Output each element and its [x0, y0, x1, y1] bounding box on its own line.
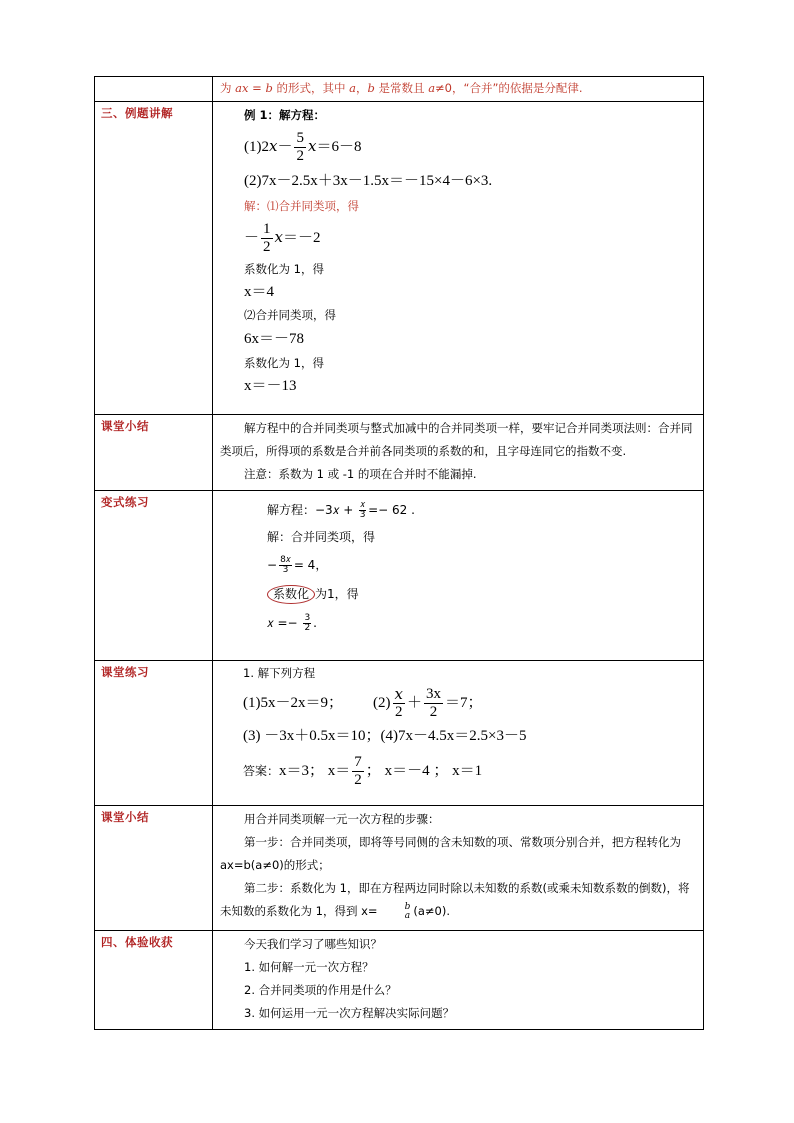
eq1-frac-den: 2	[296, 148, 304, 165]
variant-a-pre: 𝑥 =−	[267, 616, 302, 630]
row-practice	[95, 661, 704, 806]
cont-eq: =	[248, 81, 266, 95]
lesson-plan-sheet	[94, 76, 704, 1030]
gains-q2: 2. 合并同类项的作用是什么？	[244, 983, 397, 997]
practice-a3: x＝－4 ；	[384, 763, 449, 779]
practice-a2-pre: x＝	[327, 763, 351, 779]
example-coef1: 系数化为 1，得	[244, 262, 324, 276]
row-practice-body	[213, 661, 704, 806]
example-eq2: (2)7x－2.5x＋3x－1.5x＝－15×4－6×3.	[244, 173, 493, 189]
cont-neq: ≠0，“合并”的依据是分配律.	[435, 81, 583, 95]
gains-q1: 1. 如何解一元一次方程？	[244, 960, 374, 974]
eq1-pre: (1)2	[244, 139, 269, 155]
cont-b2: b	[367, 81, 375, 95]
summary2-step1: 第一步：合并同类项，即将等号同侧的含未知数的项、常数项分别合并，把方程转化为 ax=b(a≠0)的形式；	[220, 835, 681, 872]
practice-answers	[243, 749, 697, 793]
summary2-step2-pre: 第二步：系数化为 1，即在方程两边同时除以未知数的系数(或乘未知数系数的倒数)，将未知数的系数化为 1，得到 x=	[220, 881, 690, 918]
practice-p2-post: ＝7；	[444, 695, 483, 711]
variant-a-fraction	[303, 614, 311, 633]
gains-q3: 3. 如何运用一元一次方程解决实际问题？	[244, 1006, 455, 1020]
eq1-post: ＝6－8	[316, 139, 362, 155]
eq1-minus: －	[277, 139, 293, 155]
example-eq1	[220, 126, 697, 167]
variant-q-den: 3	[359, 510, 366, 520]
practice-p2-frac1	[393, 686, 405, 721]
eq1-fraction	[294, 130, 306, 165]
practice-a1: x＝3；	[279, 763, 325, 779]
cont-a3: a	[428, 81, 436, 95]
summary2-step2-den: a	[404, 910, 411, 921]
practice-p2-d1: 2	[394, 704, 403, 721]
row-summary1-body	[213, 415, 704, 491]
cont-comma: ，	[356, 81, 368, 95]
res1-frac-den: 2	[263, 239, 271, 256]
variant-r-post: = 4，	[293, 558, 328, 572]
practice-p2-frac2	[424, 686, 443, 721]
row-summary2-body	[213, 806, 704, 931]
practice-a2-post: ；	[365, 763, 381, 779]
variant-r-num: 8𝑥	[280, 555, 291, 565]
row-continuation-label	[95, 77, 213, 102]
row-summary1	[95, 415, 704, 491]
example-ans2: x＝－13	[244, 378, 297, 394]
cont-text-a: 为	[220, 81, 236, 95]
res1-pre: －	[244, 230, 260, 246]
variant-q-pre: 解方程：−3𝑥 +	[267, 503, 358, 517]
practice-line2: (3) －3x＋0.5x＝10；(4)7x－4.5x＝2.5×3－5	[243, 728, 527, 744]
variant-q-num: 𝑥	[360, 500, 366, 510]
row-variant-body	[213, 491, 704, 661]
eq1-x: x	[269, 137, 278, 155]
example-coef2: 系数化为 1，得	[244, 356, 324, 370]
example-res2: 6x＝－78	[244, 331, 305, 347]
practice-a4: x＝1	[452, 763, 483, 779]
variant-circled-text: 系数化	[267, 585, 315, 604]
section-label-examples: 三、例题讲解	[95, 102, 213, 415]
summary1-note: 注意：系数为 1 或 -1 的项在合并时不能漏掉.	[244, 467, 477, 481]
eq1-frac-num: 5	[296, 130, 304, 147]
summary2-step2	[220, 877, 697, 923]
variant-question	[267, 493, 697, 527]
summary2-step2-post: (a≠0).	[413, 904, 450, 918]
res1-frac-num: 1	[263, 221, 271, 238]
summary2-step2-num: b	[404, 901, 411, 912]
row-gains	[95, 931, 704, 1030]
eq1-x2: x	[307, 137, 317, 155]
cont-text-b: 的形式，其中	[272, 81, 350, 95]
summary1-paragraph: 解方程中的合并同类项与整式加减中的合并同类项一样，要牢记合并同类项法则：合并同类项后，所得项的系数是合并前各同类项的系数的和，且字母连同它的指数不变.	[220, 421, 693, 458]
variant-q-fraction	[359, 501, 366, 520]
variant-r-den: 3	[282, 565, 289, 575]
variant-q-post: =− 62 .	[368, 503, 415, 517]
example-step2: ⑵合并同类项，得	[244, 308, 336, 322]
section-label-practice: 课堂练习	[95, 661, 213, 806]
row-continuation	[95, 77, 704, 102]
variant-r-pre: −	[267, 558, 278, 572]
example-ans1: x＝4	[244, 284, 275, 300]
practice-line1	[243, 683, 697, 723]
row-gains-body	[213, 931, 704, 1030]
summary2-intro: 用合并同类项解一元一次方程的步骤：	[244, 812, 440, 826]
practice-p1: (1)5x－2x＝9；	[243, 695, 343, 711]
practice-p2-n2: 3x	[425, 686, 441, 703]
section-label-summary1: 课堂小结	[95, 415, 213, 491]
variant-r-fraction	[279, 556, 292, 575]
row-continuation-body	[213, 77, 704, 102]
practice-p2-plus: ＋	[406, 695, 422, 711]
variant-a-num: 3	[304, 613, 311, 623]
practice-ans-label: 答案：	[243, 764, 280, 778]
practice-a2-den: 2	[354, 772, 362, 789]
section-label-summary2: 课堂小结	[95, 806, 213, 931]
cont-b: b	[265, 81, 273, 95]
variant-coef	[267, 583, 697, 605]
example-solution-intro: 解：⑴合并同类项，得	[244, 199, 359, 213]
res1-fraction	[261, 221, 273, 256]
res1-x: x	[274, 228, 283, 246]
cont-ax: ax	[235, 81, 249, 95]
practice-p2-pre: (2)	[373, 695, 391, 711]
practice-p2-n1: x	[394, 685, 403, 704]
practice-title: 1. 解下列方程	[243, 666, 316, 680]
variant-a-post: .	[313, 616, 317, 630]
example-result1	[220, 217, 697, 258]
practice-a2-num: 7	[354, 754, 362, 771]
cont-text-c: 是常数且	[374, 81, 429, 95]
variant-a-den: 2	[304, 623, 311, 633]
practice-p2-d2: 2	[429, 704, 438, 721]
variant-result	[267, 547, 697, 583]
summary2-step2-fraction	[380, 903, 412, 921]
row-examples	[95, 102, 704, 415]
gains-q0: 今天我们学习了哪些知识？	[244, 937, 382, 951]
cont-a2: a	[349, 81, 356, 95]
variant-answer	[267, 605, 697, 641]
variant-step: 解：合并同类项，得	[267, 530, 376, 544]
section-label-variant: 变式练习	[95, 491, 213, 661]
row-examples-body	[213, 102, 704, 415]
row-summary2	[95, 806, 704, 931]
res1-post: ＝－2	[282, 230, 321, 246]
variant-coef-rest: 为1，得	[315, 587, 359, 601]
continuation-text	[220, 79, 697, 97]
section-label-gains: 四、体验收获	[95, 931, 213, 1030]
lesson-table	[94, 76, 704, 1030]
example-title: 例 1：解方程：	[244, 108, 326, 122]
row-variant	[95, 491, 704, 661]
practice-a2-fraction	[352, 754, 364, 789]
